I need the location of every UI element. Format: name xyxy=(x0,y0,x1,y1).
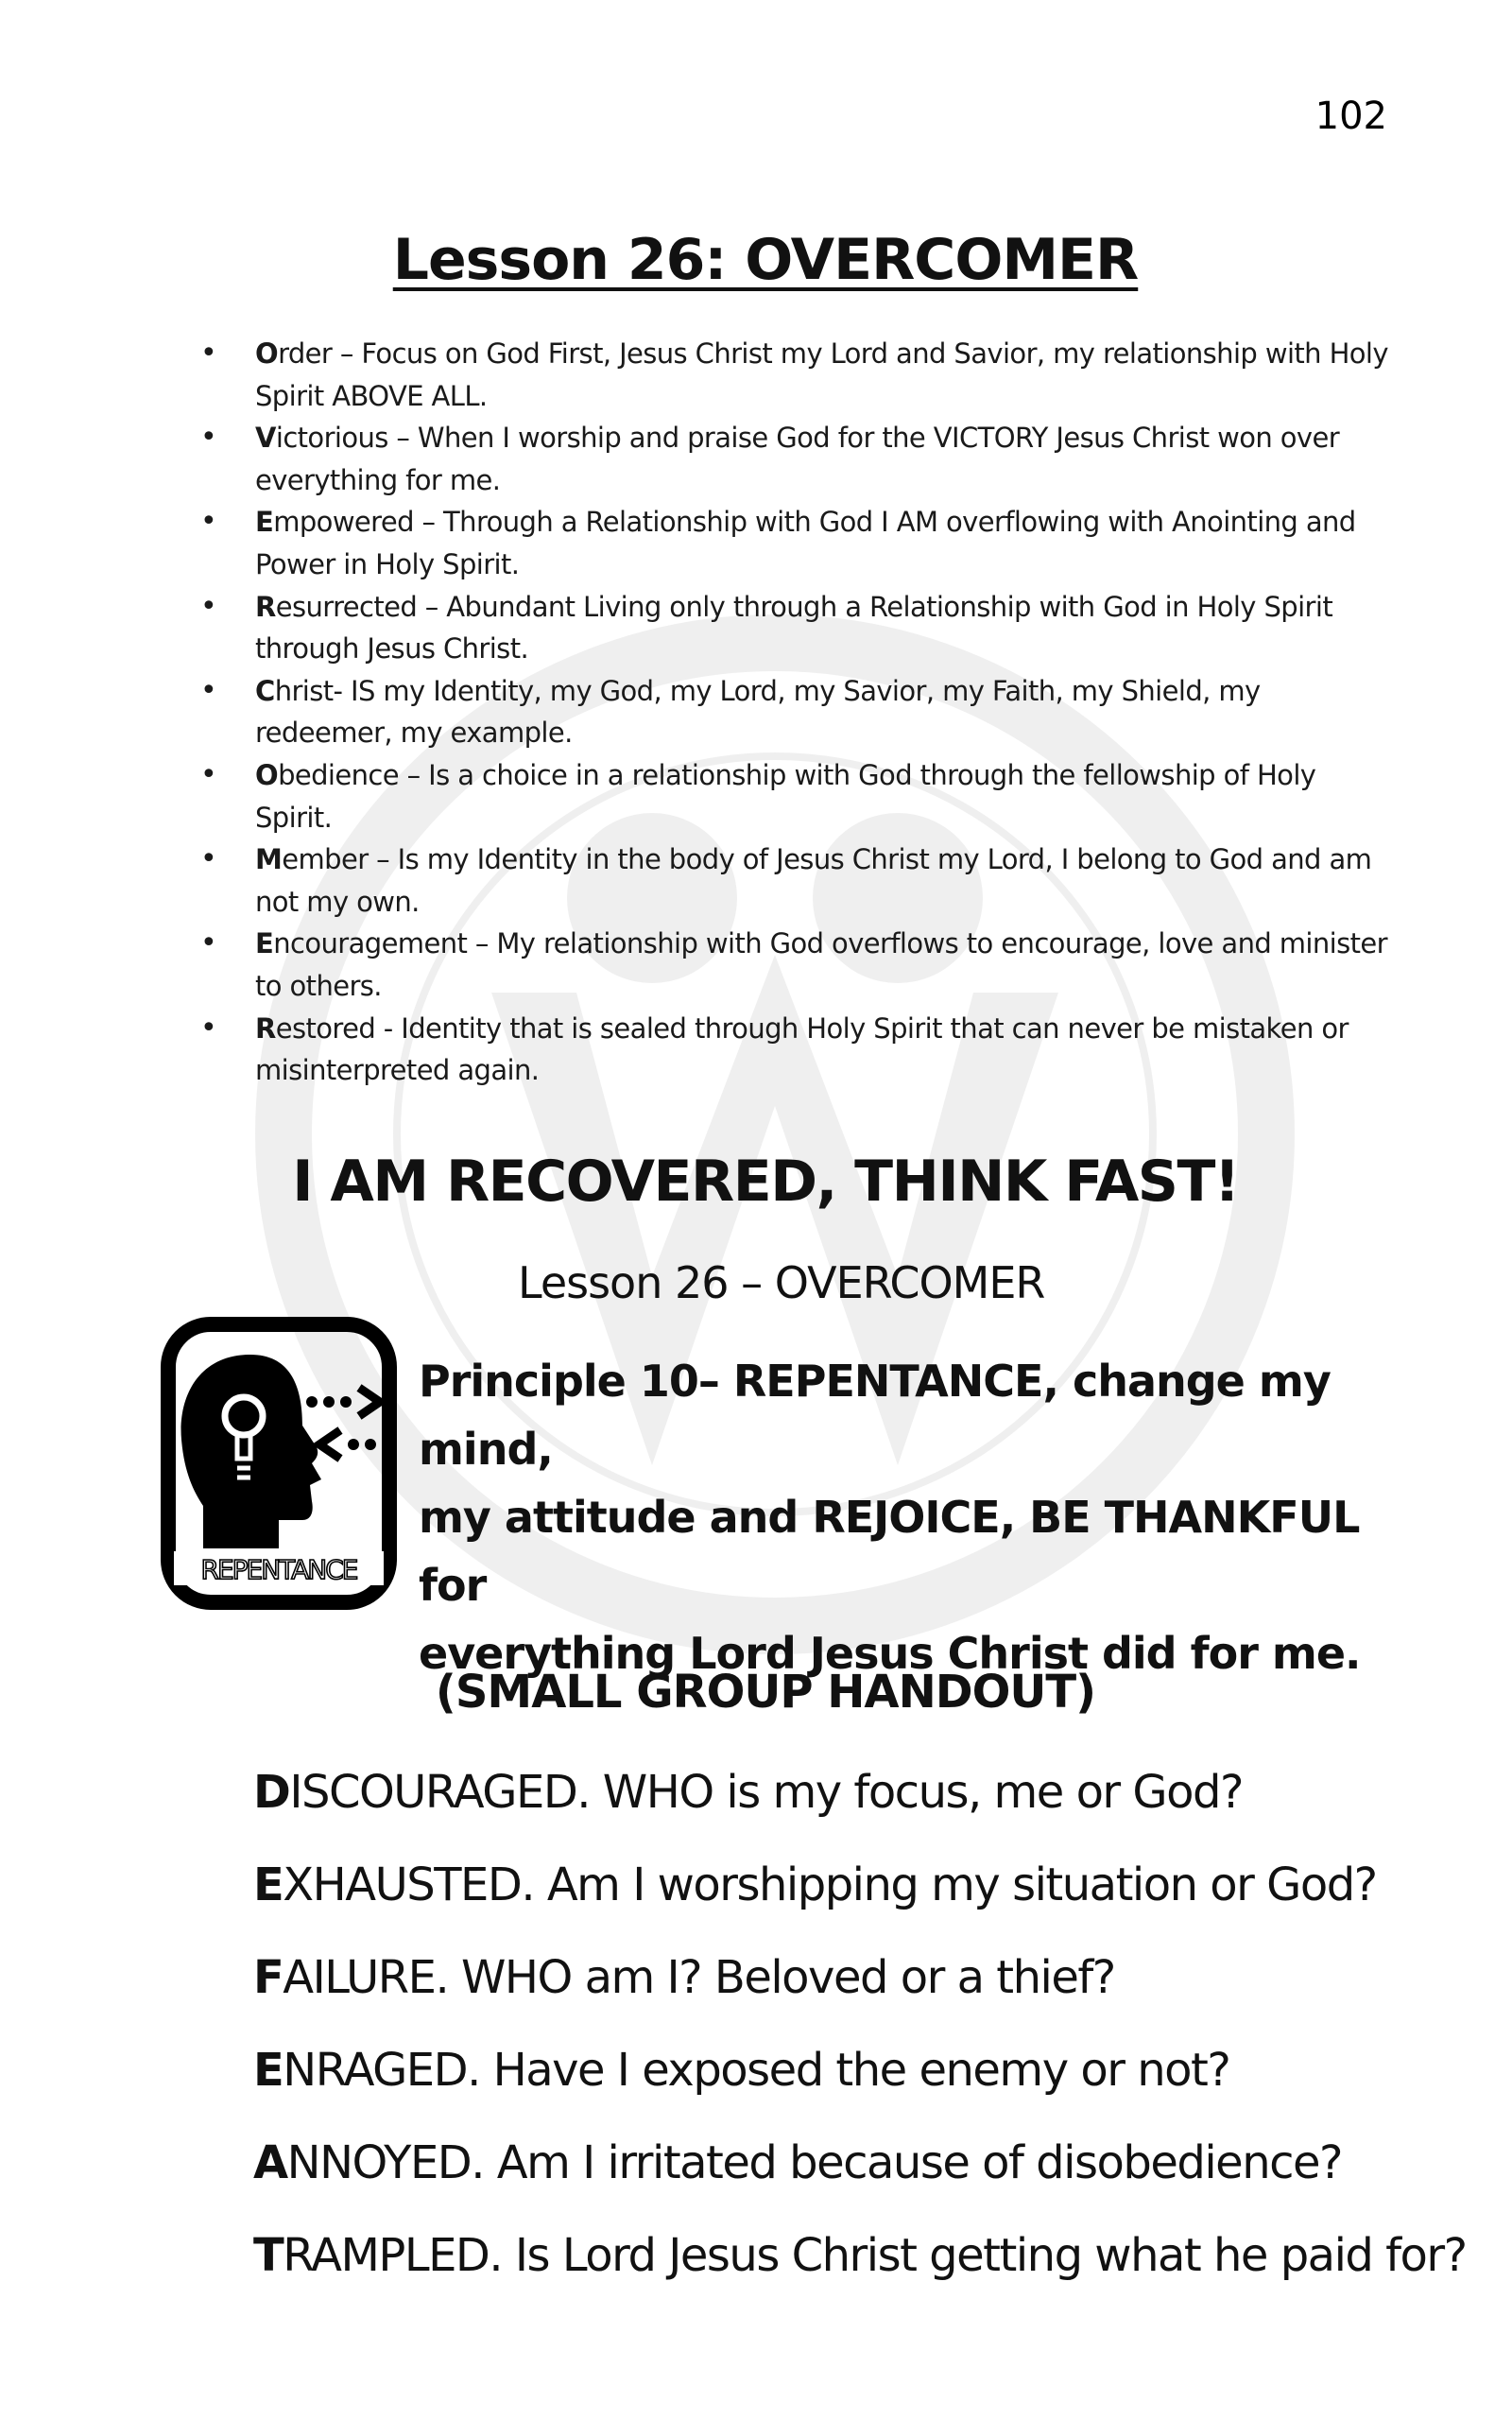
list-item: EXHAUSTED. Am I worshipping my situation or God? xyxy=(253,1858,1377,1911)
list-item: DISCOURAGED. WHO is my focus, me or God? xyxy=(253,1766,1243,1819)
list-item: • Obedience – Is a choice in a relationship with God through the fellowship of Holy Spirit. xyxy=(200,754,1391,838)
list-item: • Resurrected – Abundant Living only through a Relationship with God in Holy Spirit through Jesus Christ. xyxy=(200,586,1391,670)
logo-label: REPENTANCE xyxy=(200,1554,357,1585)
principle-line: Principle 10– REPENTANCE, change my mind, xyxy=(419,1356,1331,1475)
principle-line: everything Lord Jesus Christ did for me. xyxy=(419,1628,1361,1679)
lesson-title: Lesson 26: OVERCOMER xyxy=(392,227,1139,293)
principle-line: my attitude and REJOICE, BE THANKFUL for xyxy=(419,1492,1360,1611)
list-item: • Member – Is my Identity in the body of Jesus Christ my Lord, I belong to God and am not my own. xyxy=(200,838,1391,923)
repentance-logo-icon xyxy=(161,1317,397,1610)
list-item: FAILURE. WHO am I? Beloved or a thief? xyxy=(253,1951,1115,2004)
list-item: • Christ- IS my Identity, my God, my Lord, my Savior, my Faith, my Shield, my redeemer, my example. xyxy=(200,670,1391,754)
list-item: ANNOYED. Am I irritated because of disobedience? xyxy=(253,2136,1343,2189)
list-item: • Empowered – Through a Relationship with God I AM overflowing with Anointing and Power in Holy Spirit. xyxy=(200,501,1391,585)
list-item: • Victorious – When I worship and praise God for the VICTORY Jesus Christ won over everything for me. xyxy=(200,417,1391,501)
principle-statement xyxy=(419,1347,1364,1687)
handout-title: (SMALL GROUP HANDOUT) xyxy=(435,1666,1096,1719)
page-number: 102 xyxy=(1314,95,1387,138)
list-item: • Restored - Identity that is sealed through Holy Spirit that can never be mistaken or misinterpreted again. xyxy=(200,1008,1391,1092)
lesson-subtitle: Lesson 26 – OVERCOMER xyxy=(518,1257,1045,1308)
list-item: • Order – Focus on God First, Jesus Christ my Lord and Savior, my relationship with Holy Spirit ABOVE ALL. xyxy=(200,333,1391,417)
think-fast-heading: I AM RECOVERED, THINK FAST! xyxy=(292,1149,1239,1215)
list-item: TRAMPLED. Is Lord Jesus Christ getting what he paid for? xyxy=(253,2229,1467,2282)
list-item: ENRAGED. Have I exposed the enemy or not? xyxy=(253,2044,1230,2097)
overcomer-acrostic-list xyxy=(200,333,1391,1092)
list-item: • Encouragement – My relationship with God overflows to encourage, love and minister to others. xyxy=(200,923,1391,1007)
defeat-acrostic-list xyxy=(253,1766,1467,2322)
